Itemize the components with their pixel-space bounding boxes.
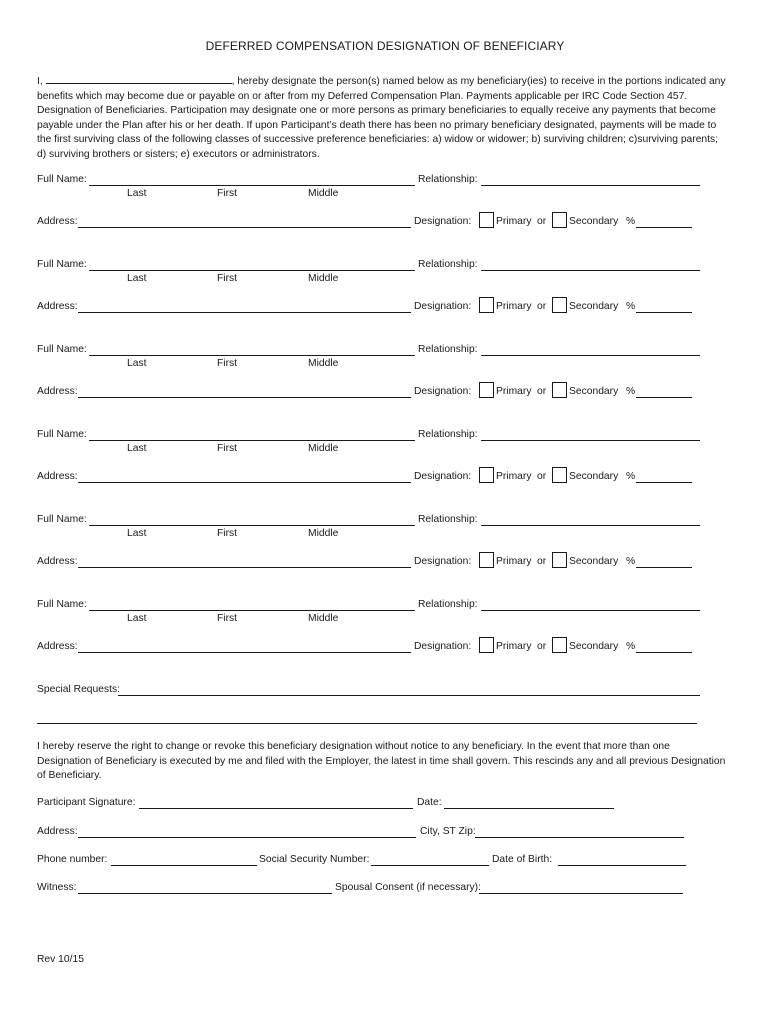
dob-field[interactable]: [558, 865, 686, 866]
middle-sublabel: Middle: [308, 443, 339, 454]
witness-label: Witness:: [37, 882, 77, 893]
percent-field[interactable]: [636, 312, 692, 313]
full-name-label: Full Name:: [37, 259, 87, 270]
intro-paragraph: [37, 73, 737, 163]
relationship-label: Relationship:: [418, 429, 478, 440]
primary-label: Primary: [496, 641, 532, 652]
dob-label: Date of Birth:: [492, 854, 553, 865]
ssn-label: Social Security Number:: [259, 854, 370, 865]
full-name-field[interactable]: [89, 610, 415, 611]
address-label: Address:: [37, 216, 78, 227]
last-sublabel: Last: [127, 273, 147, 284]
middle-sublabel: Middle: [308, 528, 339, 539]
full-name-field[interactable]: [89, 525, 415, 526]
primary-checkbox[interactable]: [479, 297, 494, 313]
address-field[interactable]: [78, 397, 411, 398]
witness-field[interactable]: [78, 893, 332, 894]
relationship-field[interactable]: [481, 185, 700, 186]
or-label: or: [537, 471, 547, 482]
relationship-field[interactable]: [481, 355, 700, 356]
relationship-label: Relationship:: [418, 174, 478, 185]
percent-field[interactable]: [636, 567, 692, 568]
relationship-label: Relationship:: [418, 514, 478, 525]
full-name-label: Full Name:: [37, 174, 87, 185]
full-name-field[interactable]: [89, 440, 415, 441]
full-name-label: Full Name:: [37, 514, 87, 525]
intro-line2: benefits which may become due or payable on or after from my Deferred Compensation Plan. Payments applicable per IRC Code Section 457.: [37, 90, 688, 102]
first-sublabel: First: [217, 273, 238, 284]
full-name-field[interactable]: [89, 270, 415, 271]
secondary-label: Secondary: [569, 556, 619, 567]
primary-checkbox[interactable]: [479, 637, 494, 653]
intro-line5: the first surviving class of the following classes of successive preference beneficiaries: a) widow or widower; b) surviving children; c)surviving parents;: [37, 134, 719, 146]
primary-label: Primary: [496, 471, 532, 482]
participant-name-field[interactable]: [46, 73, 232, 84]
or-label: or: [537, 641, 547, 652]
special-requests-field-2[interactable]: [37, 723, 697, 724]
relationship-field[interactable]: [481, 440, 700, 441]
or-label: or: [537, 301, 547, 312]
date-field[interactable]: [444, 808, 614, 809]
first-sublabel: First: [217, 528, 238, 539]
relationship-field[interactable]: [481, 610, 700, 611]
address-label: Address:: [37, 641, 78, 652]
or-label: or: [537, 556, 547, 567]
last-sublabel: Last: [127, 613, 147, 624]
percent-label: %: [626, 556, 636, 567]
percent-label: %: [626, 216, 636, 227]
first-sublabel: First: [217, 188, 238, 199]
full-name-label: Full Name:: [37, 429, 87, 440]
last-sublabel: Last: [127, 358, 147, 369]
intro-line6: d) surviving brothers or sisters; e) executors or administrators.: [37, 148, 320, 160]
percent-field[interactable]: [636, 227, 692, 228]
middle-sublabel: Middle: [308, 358, 339, 369]
participant-address-label: Address:: [37, 826, 78, 837]
full-name-label: Full Name:: [37, 599, 87, 610]
primary-label: Primary: [496, 301, 532, 312]
intro-line4: payable under the Plan after his or her death. If upon Participant’s death there has been no primary beneficiary designated, payments will be made to: [37, 119, 717, 131]
address-field[interactable]: [78, 482, 411, 483]
address-field[interactable]: [78, 227, 411, 228]
date-label: Date:: [417, 797, 442, 808]
participant-signature-label: Participant Signature:: [37, 797, 136, 808]
full-name-field[interactable]: [89, 185, 415, 186]
reserve-paragraph: [37, 740, 737, 784]
first-sublabel: First: [217, 358, 238, 369]
percent-label: %: [626, 641, 636, 652]
percent-label: %: [626, 301, 636, 312]
address-label: Address:: [37, 471, 78, 482]
secondary-label: Secondary: [569, 471, 619, 482]
designation-label: Designation:: [414, 641, 472, 652]
secondary-checkbox[interactable]: [552, 382, 567, 398]
designation-label: Designation:: [414, 216, 472, 227]
secondary-checkbox[interactable]: [552, 467, 567, 483]
special-requests-field[interactable]: [118, 695, 700, 696]
primary-label: Primary: [496, 386, 532, 397]
form-title: DEFERRED COMPENSATION DESIGNATION OF BENEFICIARY: [205, 39, 565, 53]
primary-checkbox[interactable]: [479, 382, 494, 398]
secondary-label: Secondary: [569, 216, 619, 227]
reserve-line2: Designation of Beneficiary is executed by me and filed with the Employer, the latest in time shall govern. This rescinds any and all previous Designation: [37, 755, 726, 767]
full-name-field[interactable]: [89, 355, 415, 356]
secondary-checkbox[interactable]: [552, 637, 567, 653]
address-field[interactable]: [78, 312, 411, 313]
or-label: or: [537, 386, 547, 397]
percent-label: %: [626, 386, 636, 397]
secondary-label: Secondary: [569, 641, 619, 652]
middle-sublabel: Middle: [308, 273, 339, 284]
address-field[interactable]: [78, 652, 411, 653]
designation-label: Designation:: [414, 386, 472, 397]
ssn-field[interactable]: [371, 865, 489, 866]
first-sublabel: First: [217, 443, 238, 454]
or-label: or: [537, 216, 547, 227]
primary-checkbox[interactable]: [479, 467, 494, 483]
intro-line3: Designation of Beneficiaries. Participation may designate one or more persons as primary beneficiaries to equally receive any payments that become: [37, 105, 716, 117]
secondary-checkbox[interactable]: [552, 552, 567, 568]
city-st-zip-label: City, ST Zip:: [420, 826, 476, 837]
relationship-field[interactable]: [481, 270, 700, 271]
revision-label: Rev 10/15: [37, 954, 84, 965]
secondary-checkbox[interactable]: [552, 297, 567, 313]
special-requests-label: Special Requests:: [37, 684, 120, 695]
full-name-label: Full Name:: [37, 344, 87, 355]
percent-label: %: [626, 471, 636, 482]
intro-line1: , hereby designate the person(s) named below as my beneficiary(ies) to receive in the portions indicated any: [231, 76, 726, 87]
reserve-line1: I hereby reserve the right to change or revoke this beneficiary designation without notice to any beneficiary. In the event that more than one: [37, 741, 670, 752]
designation-label: Designation:: [414, 471, 472, 482]
percent-field[interactable]: [636, 482, 692, 483]
percent-field[interactable]: [636, 652, 692, 653]
phone-label: Phone number:: [37, 854, 108, 865]
primary-checkbox[interactable]: [479, 552, 494, 568]
relationship-label: Relationship:: [418, 259, 478, 270]
spousal-consent-label: Spousal Consent (if necessary):: [335, 882, 481, 893]
middle-sublabel: Middle: [308, 188, 339, 199]
intro-prefix: I,: [37, 76, 43, 87]
secondary-label: Secondary: [569, 386, 619, 397]
city-st-zip-field[interactable]: [475, 837, 684, 838]
percent-field[interactable]: [636, 397, 692, 398]
address-label: Address:: [37, 301, 78, 312]
spousal-consent-field[interactable]: [479, 893, 683, 894]
middle-sublabel: Middle: [308, 613, 339, 624]
designation-label: Designation:: [414, 301, 472, 312]
primary-label: Primary: [496, 216, 532, 227]
participant-signature-field[interactable]: [139, 808, 413, 809]
primary-label: Primary: [496, 556, 532, 567]
secondary-checkbox[interactable]: [552, 212, 567, 228]
participant-address-field[interactable]: [78, 837, 416, 838]
reserve-line3: of Beneficiary.: [37, 770, 102, 782]
address-field[interactable]: [78, 567, 411, 568]
address-label: Address:: [37, 556, 78, 567]
relationship-label: Relationship:: [418, 599, 478, 610]
last-sublabel: Last: [127, 528, 147, 539]
designation-label: Designation:: [414, 556, 472, 567]
last-sublabel: Last: [127, 443, 147, 454]
first-sublabel: First: [217, 613, 238, 624]
primary-checkbox[interactable]: [479, 212, 494, 228]
last-sublabel: Last: [127, 188, 147, 199]
relationship-field[interactable]: [481, 525, 700, 526]
relationship-label: Relationship:: [418, 344, 478, 355]
secondary-label: Secondary: [569, 301, 619, 312]
address-label: Address:: [37, 386, 78, 397]
phone-field[interactable]: [111, 865, 257, 866]
